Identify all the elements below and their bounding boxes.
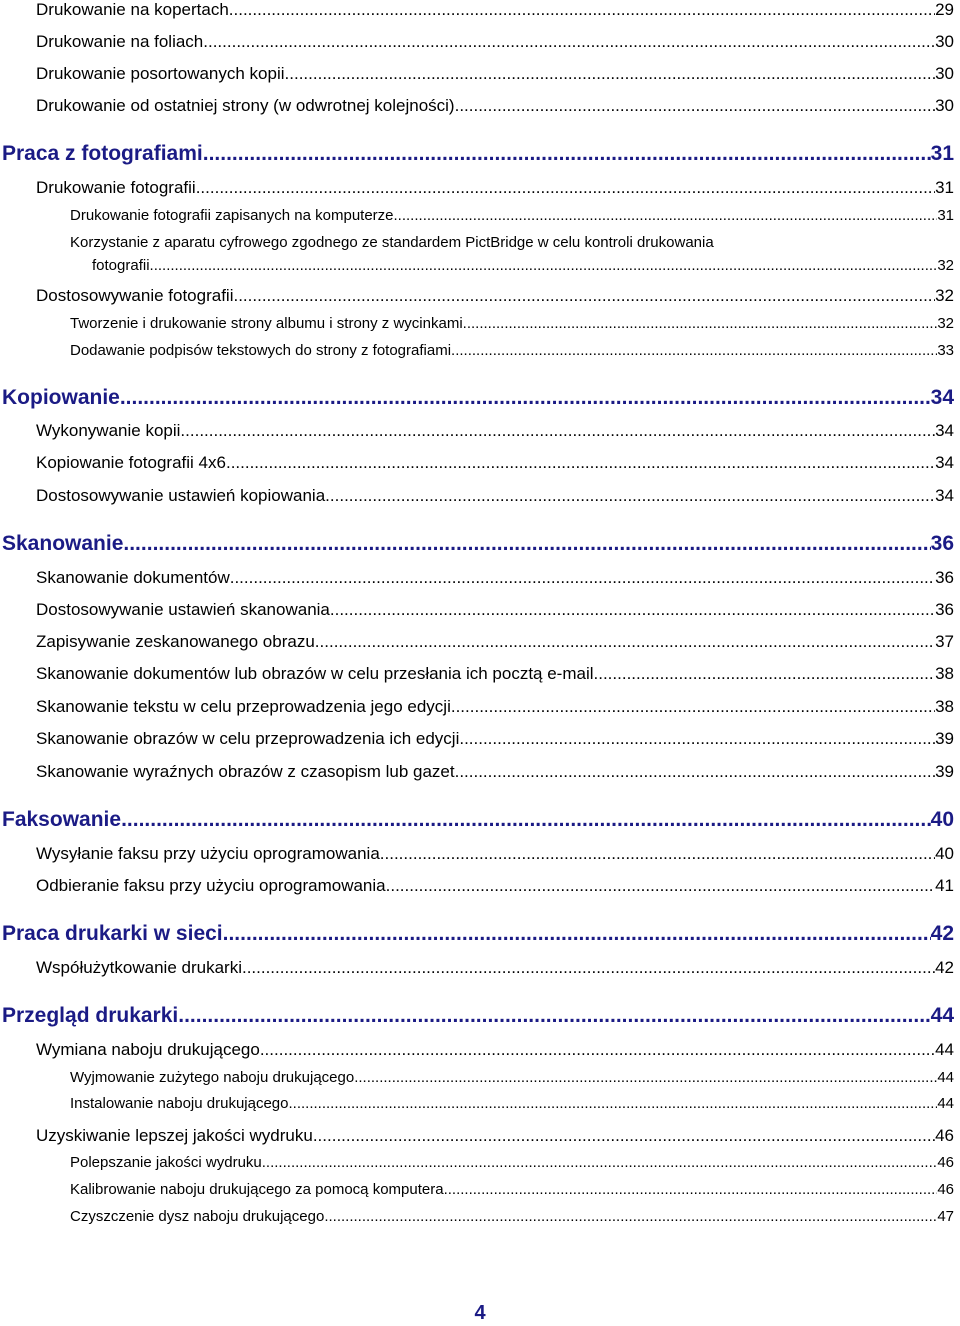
dot-leader [203,142,931,166]
toc-entry-page: 46 [935,1126,954,1145]
toc-subentry-title: Polepszanie jakości wydruku [70,1154,262,1171]
toc-entry[interactable] [36,96,954,116]
toc-chapter-title: Faksowanie [2,808,122,831]
dot-leader [386,876,935,896]
dot-leader [380,844,935,864]
toc-chapter-title: Przegląd drukarki [2,1004,179,1027]
toc-entry-page: 30 [935,64,954,83]
toc-entry-page: 34 [935,421,954,440]
toc-entry-title: Drukowanie posortowanych kopii [36,64,285,83]
dot-leader [463,315,938,332]
toc-subentry-page: 32 [937,257,954,274]
dot-leader [324,1208,937,1225]
toc-entry[interactable] [36,958,954,978]
toc-subentry-page: 31 [937,207,954,224]
toc-entry-title: Drukowanie od ostatniej strony (w odwrotnej kolejności) [36,96,455,115]
toc-subentry[interactable] [70,315,954,332]
toc-subentry-page: 44 [937,1069,954,1086]
toc-entry[interactable] [36,632,954,652]
toc-entry-page: 44 [935,1040,954,1059]
toc-subentry-title: fotografii [92,257,150,274]
toc-chapter-page: 36 [930,532,954,555]
toc-chapter-page: 34 [930,386,954,409]
toc-entry-title: Skanowanie obrazów w celu przeprowadzenia ich edycji [36,729,460,748]
dot-leader [289,1095,938,1112]
toc-entry-page: 30 [935,32,954,51]
toc-entry-page: 30 [935,96,954,115]
toc-entry-page: 36 [935,568,954,587]
dot-leader [313,1126,935,1146]
toc-chapter[interactable] [2,142,954,166]
toc-entry-page: 40 [935,844,954,863]
toc-subentry-title: Kalibrowanie naboju drukującego za pomocą komputera [70,1181,444,1198]
toc-entry[interactable] [36,178,954,198]
toc-subentry-title-line1[interactable]: Korzystanie z aparatu cyfrowego zgodnego ze standardem PictBridge w celu kontroli drukowania [70,234,714,251]
toc-subentry[interactable] [70,1154,954,1171]
dot-leader [451,342,937,359]
toc-entry[interactable] [36,1126,954,1146]
toc-entry-page: 37 [935,632,954,651]
toc-chapter-page: 42 [930,922,954,945]
toc-entry-title: Współużytkowanie drukarki [36,958,242,977]
toc-entry-page: 38 [935,664,954,683]
toc-entry[interactable] [36,697,954,717]
dot-leader [180,421,935,441]
toc-entry[interactable] [36,664,954,684]
toc-entry-page: 31 [935,178,954,197]
toc-entry[interactable] [36,876,954,896]
toc-subentry-page: 32 [937,315,954,332]
toc-subentry-title: Tworzenie i drukowanie strony albumu i strony z wycinkami [70,315,463,332]
toc-chapter[interactable] [2,1004,954,1028]
dot-leader [203,32,935,52]
toc-subentry-title: Dodawanie podpisów tekstowych do strony z fotografiami [70,342,452,359]
toc-subentry-title: Drukowanie fotografii zapisanych na komputerze [70,207,394,224]
dot-leader [226,453,935,473]
toc-entry-page: 39 [935,729,954,748]
dot-leader [150,257,938,274]
toc-subentry[interactable] [70,1181,954,1198]
toc-entry[interactable] [36,600,954,620]
toc-chapter[interactable] [2,386,954,410]
toc-subentry-page: 44 [937,1095,954,1112]
toc-entry-title: Skanowanie dokumentów [36,568,230,587]
dot-leader [121,808,931,832]
toc-subentry[interactable] [70,207,954,224]
toc-entry-title: Zapisywanie zeskanowanego obrazu [36,632,315,651]
dot-leader [354,1069,937,1086]
dot-leader [330,600,935,620]
toc-subentry-title: Wyjmowanie zużytego naboju drukującego [70,1069,355,1086]
toc-entry[interactable] [36,486,954,506]
toc-chapter-page: 44 [930,1004,954,1027]
dot-leader [455,96,935,116]
toc-entry[interactable] [36,844,954,864]
toc-subentry-page: 33 [937,342,954,359]
toc-chapter[interactable] [2,532,954,556]
toc-entry-page: 42 [935,958,954,977]
toc-chapter[interactable] [2,922,954,946]
toc-entry-title: Odbieranie faksu przy użyciu oprogramowania [36,876,386,895]
toc-entry-title: Drukowanie fotografii [36,178,196,197]
dot-leader [229,0,935,20]
dot-leader [230,568,935,588]
dot-leader [394,207,938,224]
toc-entry[interactable] [36,0,954,20]
toc-entry[interactable] [36,762,954,782]
dot-leader [262,1154,938,1171]
toc-chapter-title: Praca drukarki w sieci [2,922,223,945]
toc-entry[interactable] [36,286,954,306]
toc-entry-title: Uzyskiwanie lepszej jakości wydruku [36,1126,313,1145]
toc-subentry-page: 47 [937,1208,954,1225]
toc-entry[interactable] [36,568,954,588]
dot-leader [120,386,931,410]
toc-entry-title: Dostosowywanie ustawień skanowania [36,600,330,619]
toc-entry-page: 36 [935,600,954,619]
toc-entry-title: Dostosowywanie fotografii [36,286,234,305]
toc-entry-title: Drukowanie na kopertach [36,0,229,19]
toc-entry[interactable] [36,64,954,84]
toc-subentry-title: Czyszczenie dysz naboju drukującego [70,1208,325,1225]
dot-leader [233,286,935,306]
dot-leader [123,532,930,556]
toc-entry-title: Wysyłanie faksu przy użyciu oprogramowania [36,844,380,863]
dot-leader [223,922,931,946]
toc-chapter-title: Skanowanie [2,532,124,555]
toc-entry-title: Skanowanie wyraźnych obrazów z czasopism lub gazet [36,762,455,781]
toc-entry-page: 41 [935,876,954,895]
toc-entry-title: Kopiowanie fotografii 4x6 [36,453,226,472]
dot-leader [451,697,935,717]
toc-entry-title: Wymiana naboju drukującego [36,1040,260,1059]
toc-subentry[interactable] [92,257,954,274]
toc-entry[interactable] [36,32,954,52]
toc-entry-title: Skanowanie tekstu w celu przeprowadzenia jego edycji [36,697,451,716]
toc-entry-title: Dostosowywanie ustawień kopiowania [36,486,326,505]
dot-leader [260,1040,935,1060]
dot-leader [459,729,935,749]
toc-entry-page: 39 [935,762,954,781]
dot-leader [455,762,935,782]
toc-entry-title: Drukowanie na foliach [36,32,204,51]
toc-entry-title: Skanowanie dokumentów lub obrazów w celu przesłania ich pocztą e-mail [36,664,594,683]
toc-subentry-page: 46 [937,1154,954,1171]
dot-leader [444,1181,938,1198]
toc-chapter[interactable] [2,808,954,832]
toc-entry[interactable] [36,729,954,749]
toc-entry[interactable] [36,1040,954,1060]
dot-leader [178,1004,930,1028]
toc-subentry-page: 46 [937,1181,954,1198]
toc-entry[interactable] [36,421,954,441]
dot-leader [285,64,936,84]
dot-leader [196,178,935,198]
dot-leader [594,664,936,684]
toc-subentry[interactable] [70,1069,954,1086]
dot-leader [315,632,935,652]
toc-chapter-page: 31 [930,142,954,165]
dot-leader [242,958,935,978]
toc-subentry[interactable] [70,342,954,359]
toc-chapter-page: 40 [930,808,954,831]
toc-subentry-title: Instalowanie naboju drukującego [70,1095,289,1112]
toc-subentry[interactable] [70,1095,954,1112]
toc-entry-page: 29 [935,0,954,19]
toc-entry[interactable] [36,453,954,473]
toc-subentry[interactable] [70,1208,954,1225]
toc-chapter-title: Praca z fotografiami [2,142,203,165]
toc-entry-page: 32 [935,286,954,305]
toc-entry-page: 34 [935,486,954,505]
dot-leader [325,486,935,506]
toc-entry-page: 38 [935,697,954,716]
toc-entry-page: 34 [935,453,954,472]
toc-chapter-title: Kopiowanie [2,386,120,409]
page-number: 4 [474,1302,486,1324]
toc-entry-title: Wykonywanie kopii [36,421,181,440]
